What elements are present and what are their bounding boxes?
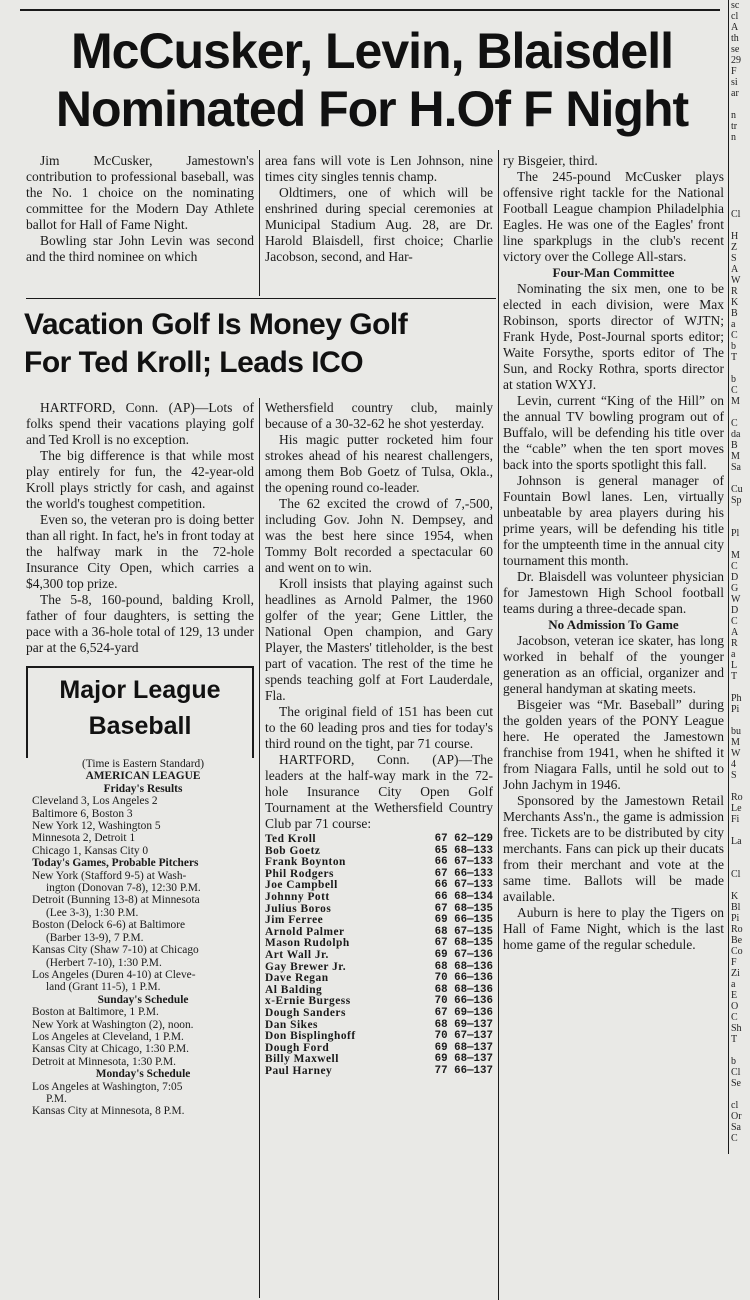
player-name: Joe Campbell — [265, 879, 338, 892]
edge-fragment: a — [731, 319, 736, 330]
headline-vacation-golf — [24, 306, 496, 382]
edge-fragment: th — [731, 33, 739, 44]
section-header: Friday's Results — [103, 782, 183, 795]
edge-fragment — [731, 880, 750, 891]
edge-fragment: Zi — [731, 968, 740, 979]
player-score: 67 68—135 — [434, 937, 493, 950]
paragraph: The original field of 151 has been cut to the 60 leading pros and ties for today's third round on the tight, par 71 course. — [265, 704, 493, 751]
edge-fragment: Sh — [731, 1023, 742, 1034]
game-line: Detroit (Bunning 13-8) at Minnesota — [32, 894, 200, 907]
edge-fragment: M — [731, 396, 740, 407]
edge-fragment: Ro — [731, 924, 743, 935]
leaderboard-row — [265, 950, 493, 962]
edge-fragment: F — [731, 66, 737, 77]
result-line: Baltimore 6, Boston 3 — [32, 807, 133, 820]
middle-column — [265, 400, 493, 1077]
paragraph: HARTFORD, Conn. (AP)—Lots of folks spend their vacations playing golf and Ted Kroll is no exception. — [26, 400, 254, 447]
result-line: New York 12, Washington 5 — [32, 820, 161, 833]
edge-fragment: T — [731, 1034, 738, 1045]
result-line: Minnesota 2, Detroit 1 — [32, 832, 136, 845]
top-rule — [20, 9, 720, 11]
edge-fragment: Bl — [731, 902, 741, 913]
golf-leaderboard — [265, 834, 493, 1077]
league-header: AMERICAN LEAGUE — [85, 770, 201, 783]
edge-fragment — [731, 847, 750, 858]
paragraph: Bisgeier was “Mr. Baseball” during the golden years of the PONY League here. He operated the Jamestown franchise from 1941, when he shifted it from Niagara Falls, until he sold out to John Jachym in 1946. — [503, 697, 724, 792]
adjacent-column-fragment — [731, 0, 750, 1144]
mlb-title-line-1: Major League — [59, 676, 221, 704]
player-name: Mason Rudolph — [265, 937, 350, 950]
game-line: New York (Stafford 9-5) at Wash- — [32, 869, 187, 882]
paragraph: The 5-8, 160-pound, balding Kroll, father of four daughters, is setting the pace with a 36-hole total of 129, 13 under par at the 6,524-yard — [26, 592, 254, 655]
edge-fragment — [731, 682, 750, 693]
edge-fragment: cl — [731, 1100, 739, 1111]
hof-article-col-2 — [265, 153, 493, 265]
edge-fragment: Pl — [731, 528, 740, 539]
player-name: Gay Brewer Jr. — [265, 960, 347, 973]
headline-line-1: Vacation Golf Is Money Golf — [24, 308, 408, 341]
player-score: 68 68—136 — [434, 960, 493, 973]
player-score: 67 66—133 — [434, 867, 493, 880]
edge-fragment: da — [731, 429, 741, 440]
edge-fragment: C — [731, 1133, 738, 1144]
game-line: Boston (Delock 6-6) at Baltimore — [32, 919, 186, 932]
player-score: 68 68—136 — [434, 983, 493, 996]
edge-fragment: R — [731, 286, 738, 297]
edge-fragment: si — [731, 77, 738, 88]
paragraph: Jim McCusker, Jamestown's contribution to professional baseball, was the No. 1 choice on the nominating committee for the Modern Day Athlete ballot for Hall of Fame Night. — [26, 153, 254, 232]
edge-fragment — [731, 473, 750, 484]
edge-fragment: Cu — [731, 484, 743, 495]
player-score: 69 67—136 — [434, 948, 493, 961]
edge-fragment — [731, 176, 750, 187]
player-score: 68 69—137 — [434, 1018, 493, 1031]
player-name: Jim Ferree — [265, 914, 324, 927]
edge-fragment: n — [731, 110, 736, 121]
golf-article-col-1 — [26, 400, 254, 656]
column-divider — [259, 150, 260, 296]
player-score: 70 66—136 — [434, 972, 493, 985]
paragraph: HARTFORD, Conn. (AP)—The leaders at the half-way mark in the 72-hole Insurance City Open Golf Tournament at the Wethersfield Country Club par 71 course: — [265, 752, 493, 831]
player-name: Dan Sikes — [265, 1018, 318, 1031]
edge-fragment: K — [731, 297, 739, 308]
golf-article-col-2 — [265, 400, 493, 832]
player-name: Arnold Palmer — [265, 925, 345, 938]
section-header: Monday's Schedule — [95, 1068, 191, 1081]
paragraph: The 245-pound McCusker plays offensive right tackle for the National Football League champion Philadelphia Eagles. He was one of the Eagles' front line sparkplugs in the club's recent victory over the College All-stars. — [503, 169, 724, 264]
edge-fragment — [731, 99, 750, 110]
edge-fragment: A — [731, 627, 739, 638]
game-line-cont: land (Grant 11-5), 1 P.M. — [46, 981, 161, 994]
edge-fragment: D — [731, 572, 739, 583]
hof-article-col-1 — [26, 153, 254, 265]
game-line-cont: ington (Donovan 7-8), 12:30 P.M. — [46, 882, 201, 895]
edge-fragment: sc — [731, 0, 740, 11]
edge-fragment: G — [731, 583, 739, 594]
paragraph: Dr. Blaisdell was volunteer physician for Jamestown High School football teams during a three-decade span. — [503, 569, 724, 616]
edge-fragment: F — [731, 957, 737, 968]
edge-fragment: M — [731, 451, 740, 462]
player-score: 68 67—135 — [434, 925, 493, 938]
paragraph: His magic putter rocketed him four strokes ahead of his nearest challengers, among them Bob Goetz of Tulsa, Okla., the opening round co-leader. — [265, 432, 493, 495]
game-line: Kansas City (Shaw 7-10) at Chicago — [32, 944, 199, 957]
edge-fragment: C — [731, 561, 738, 572]
edge-fragment: Be — [731, 935, 743, 946]
edge-fragment: Sp — [731, 495, 742, 506]
paragraph: Levin, current “King of the Hill” on the annual TV bowling program out of Buffalo, will be defending his title over the “cable” when the ten sport moves back into the sports spotlight this fall. — [503, 393, 724, 472]
edge-fragment: n — [731, 132, 736, 143]
mlb-schedule — [32, 758, 254, 1118]
edge-fragment: H — [731, 231, 739, 242]
headline-line-1: McCusker, Levin, Blaisdell — [70, 23, 674, 79]
leaderboard-row — [265, 1008, 493, 1020]
leaderboard-row — [265, 973, 493, 985]
result-line: Cleveland 3, Los Angeles 2 — [32, 795, 158, 808]
player-name: Phil Rodgers — [265, 867, 334, 880]
paragraph: Bowling star John Levin was second and the third nominee on which — [26, 233, 254, 264]
column-divider — [259, 398, 260, 1298]
article-separator — [26, 298, 496, 299]
section-header: Today's Games, Probable Pitchers — [32, 857, 199, 870]
section-header: Sunday's Schedule — [97, 993, 189, 1006]
player-score: 66 67—133 — [434, 879, 493, 892]
edge-fragment: Fi — [731, 814, 740, 825]
edge-fragment: L — [731, 660, 738, 671]
edge-fragment: Z — [731, 242, 738, 253]
edge-fragment: Pi — [731, 704, 740, 715]
edge-fragment: D — [731, 605, 739, 616]
edge-fragment — [731, 715, 750, 726]
edge-fragment: Sa — [731, 1122, 741, 1133]
paragraph: Johnson is general manager of Fountain Bowl lanes. Len, virtually unbeatable by area players during his prime years, will be defending his title for the umpteenth time in the annual city tournament this month. — [503, 473, 724, 568]
paragraph: The 62 excited the crowd of 7,-500, including Gov. John N. Dempsey, and was the best here since 1954, when Tommy Bolt recorded a spectacular 60 and went on to win. — [265, 496, 493, 575]
subhead-no-admission: No Admission To Game — [548, 617, 679, 632]
edge-fragment: b — [731, 1056, 736, 1067]
player-score: 69 68—137 — [434, 1041, 493, 1054]
player-name: Art Wall Jr. — [265, 948, 329, 961]
edge-fragment — [731, 781, 750, 792]
edge-fragment: a — [731, 649, 736, 660]
paragraph: The big difference is that while most play entirely for fun, the 42-year-old Kroll plays strictly for cash, and against the world's toughest competition. — [26, 448, 254, 511]
game-line: Boston at Baltimore, 1 P.M. — [32, 1006, 159, 1019]
leaderboard-row — [265, 915, 493, 927]
edge-fragment — [731, 198, 750, 209]
player-name: Johnny Pott — [265, 890, 330, 903]
edge-fragment: M — [731, 737, 740, 748]
edge-fragment: E — [731, 990, 738, 1001]
edge-fragment: b — [731, 374, 736, 385]
edge-fragment — [731, 825, 750, 836]
edge-fragment: a — [731, 979, 736, 990]
edge-fragment — [731, 539, 750, 550]
player-name: Dough Ford — [265, 1041, 330, 1054]
edge-fragment — [731, 858, 750, 869]
subhead-four-man-committee: Four-Man Committee — [552, 265, 675, 280]
edge-fragment — [731, 220, 750, 231]
edge-fragment — [731, 165, 750, 176]
edge-fragment: C — [731, 1012, 738, 1023]
paragraph: Even so, the veteran pro is doing better than all right. In fact, he's in front today at the halfway mark in the 72-hole Insurance City Open, which carries a $4,300 top prize. — [26, 512, 254, 591]
player-score: 70 67—137 — [434, 1030, 493, 1043]
paragraph: Oldtimers, one of which will be enshrined during special ceremonies at Municipal Stadium Aug. 28, are Dr. Harold Blaisdell, first choice; Charlie Jacobson, second, and Har- — [265, 185, 493, 264]
edge-fragment — [731, 1045, 750, 1056]
edge-fragment: ar — [731, 88, 739, 99]
game-line: Los Angeles at Cleveland, 1 P.M. — [32, 1030, 184, 1043]
game-line: Los Angeles (Duren 4-10) at Cleve- — [32, 968, 196, 981]
paragraph: Jacobson, veteran ice skater, has long worked in behalf of the younger generation as an official, organizer and general handyman at skating meets. — [503, 633, 724, 696]
schedule-note: (Time is Eastern Standard) — [81, 758, 204, 770]
leaderboard-row — [265, 1031, 493, 1043]
column-divider — [498, 150, 499, 1300]
edge-fragment — [731, 407, 750, 418]
player-score: 67 69—136 — [434, 1006, 493, 1019]
game-line-cont: (Barber 13-9), 7 P.M. — [46, 931, 144, 944]
paragraph: Wethersfield country club, mainly because of a 30-32-62 he shot yesterday. — [265, 400, 493, 431]
game-line: Kansas City at Minnesota, 8 P.M. — [32, 1105, 185, 1118]
edge-fragment: Pi — [731, 913, 740, 924]
game-line: New York at Washington (2), noon. — [32, 1018, 194, 1031]
edge-fragment: tr — [731, 121, 738, 132]
edge-fragment: Co — [731, 946, 743, 957]
player-score: 67 62—129 — [434, 833, 493, 845]
player-name: Dave Regan — [265, 972, 329, 985]
edge-fragment: Le — [731, 803, 742, 814]
player-name: x-Ernie Burgess — [265, 995, 351, 1008]
edge-fragment: Cl — [731, 209, 741, 220]
paragraph: Sponsored by the Jamestown Retail Merchants Ass'n., the game is admission free. Tickets are to be distributed by city merchants. Fans can pick up their ducats from their merchant and vote at the same time. Ballots will be made available. — [503, 793, 724, 904]
player-score: 77 66—137 — [434, 1064, 493, 1077]
player-score: 65 68—133 — [434, 844, 493, 857]
player-score: 69 68—137 — [434, 1053, 493, 1066]
edge-fragment: A — [731, 264, 739, 275]
edge-fragment: B — [731, 440, 738, 451]
game-line-cont: P.M. — [46, 1092, 67, 1105]
edge-fragment — [731, 143, 750, 154]
edge-fragment: C — [731, 616, 738, 627]
edge-fragment: bu — [731, 726, 741, 737]
player-score: 69 66—135 — [434, 914, 493, 927]
player-name: Don Bisplinghoff — [265, 1030, 356, 1043]
player-name: Ted Kroll — [265, 833, 317, 845]
game-line-cont: (Herbert 7-10), 1:30 P.M. — [46, 956, 162, 969]
edge-fragment: R — [731, 638, 738, 649]
edge-fragment — [731, 517, 750, 528]
edge-fragment: Ph — [731, 693, 742, 704]
player-name: Frank Boynton — [265, 856, 346, 869]
paragraph: ry Bisgeier, third. — [503, 153, 598, 168]
player-name: Paul Harney — [265, 1064, 333, 1077]
edge-fragment — [731, 154, 750, 165]
left-column — [26, 400, 254, 1118]
game-line: Los Angeles at Washington, 7:05 — [32, 1080, 183, 1093]
edge-fragment: S — [731, 253, 737, 264]
player-name: Julius Boros — [265, 902, 332, 915]
edge-fragment: W — [731, 594, 741, 605]
edge-fragment: W — [731, 748, 741, 759]
edge-fragment: Se — [731, 1078, 741, 1089]
paragraph: Auburn is here to play the Tigers on Hall of Fame Night, which is the last home game of the regular schedule. — [503, 905, 724, 952]
edge-fragment: O — [731, 1001, 739, 1012]
edge-fragment: Or — [731, 1111, 742, 1122]
edge-fragment: b — [731, 341, 736, 352]
edge-fragment: S — [731, 770, 737, 781]
hof-article-col-3 — [503, 153, 724, 953]
edge-fragment — [731, 363, 750, 374]
edge-fragment: K — [731, 891, 739, 902]
edge-fragment: 29 — [731, 55, 741, 66]
paragraph: Nominating the six men, one to be elected in each division, were Max Robinson, sports director of WJTN; Frank Hyde, Post-Journal sports editor; Waite Forsythe, sports editor of The Sun, and Rocky Rothra, sports director at station WXYJ. — [503, 281, 724, 392]
right-column-rule — [728, 0, 729, 1154]
headline-line-2: Nominated For H.Of F Night — [55, 81, 689, 137]
mlb-box — [26, 666, 254, 758]
player-score: 66 68—134 — [434, 890, 493, 903]
edge-fragment: C — [731, 330, 738, 341]
edge-fragment: Sa — [731, 462, 741, 473]
edge-fragment: W — [731, 275, 741, 286]
edge-fragment: T — [731, 671, 738, 682]
leaderboard-row — [265, 1066, 493, 1078]
game-line: Kansas City at Chicago, 1:30 P.M. — [32, 1043, 189, 1056]
edge-fragment: B — [731, 308, 738, 319]
game-line: Detroit at Minnesota, 1:30 P.M. — [32, 1055, 176, 1068]
game-line-cont: (Lee 3-3), 1:30 P.M. — [46, 906, 139, 919]
headline-line-2: For Ted Kroll; Leads ICO — [24, 346, 364, 379]
player-name: Dough Sanders — [265, 1006, 346, 1019]
headline-hof-night — [20, 22, 724, 138]
edge-fragment — [731, 187, 750, 198]
edge-fragment: La — [731, 836, 742, 847]
mlb-title-line-2: Baseball — [88, 712, 192, 740]
player-score: 66 67—133 — [434, 856, 493, 869]
player-score: 67 68—135 — [434, 902, 493, 915]
edge-fragment: M — [731, 550, 740, 561]
edge-fragment: C — [731, 385, 738, 396]
player-name: Billy Maxwell — [265, 1053, 339, 1066]
paragraph: Kroll insists that playing against such headlines as Arnold Palmer, the 1960 golfer of the year; Gene Littler, the National Open champion, and Gary Player, the Masters' titleholder, is the best part of vacation. The rest of the time he spends teaching golf at Fort Lauderdale, Fla. — [265, 576, 493, 703]
edge-fragment: T — [731, 352, 738, 363]
result-line: Chicago 1, Kansas City 0 — [32, 844, 149, 857]
player-name: Bob Goetz — [265, 844, 321, 857]
edge-fragment: Ro — [731, 792, 743, 803]
paragraph: area fans will vote is Len Johnson, nine times city singles tennis champ. — [265, 153, 493, 184]
edge-fragment: Cl — [731, 869, 741, 880]
edge-fragment: C — [731, 418, 738, 429]
player-score: 70 66—136 — [434, 995, 493, 1008]
edge-fragment: 4 — [731, 759, 736, 770]
edge-fragment: se — [731, 44, 740, 55]
leaderboard-row — [265, 892, 493, 904]
edge-fragment: cl — [731, 11, 739, 22]
edge-fragment: A — [731, 22, 739, 33]
edge-fragment — [731, 1089, 750, 1100]
leaderboard-row — [265, 834, 493, 846]
player-name: Al Balding — [265, 983, 323, 996]
edge-fragment: Cl — [731, 1067, 741, 1078]
edge-fragment — [731, 506, 750, 517]
